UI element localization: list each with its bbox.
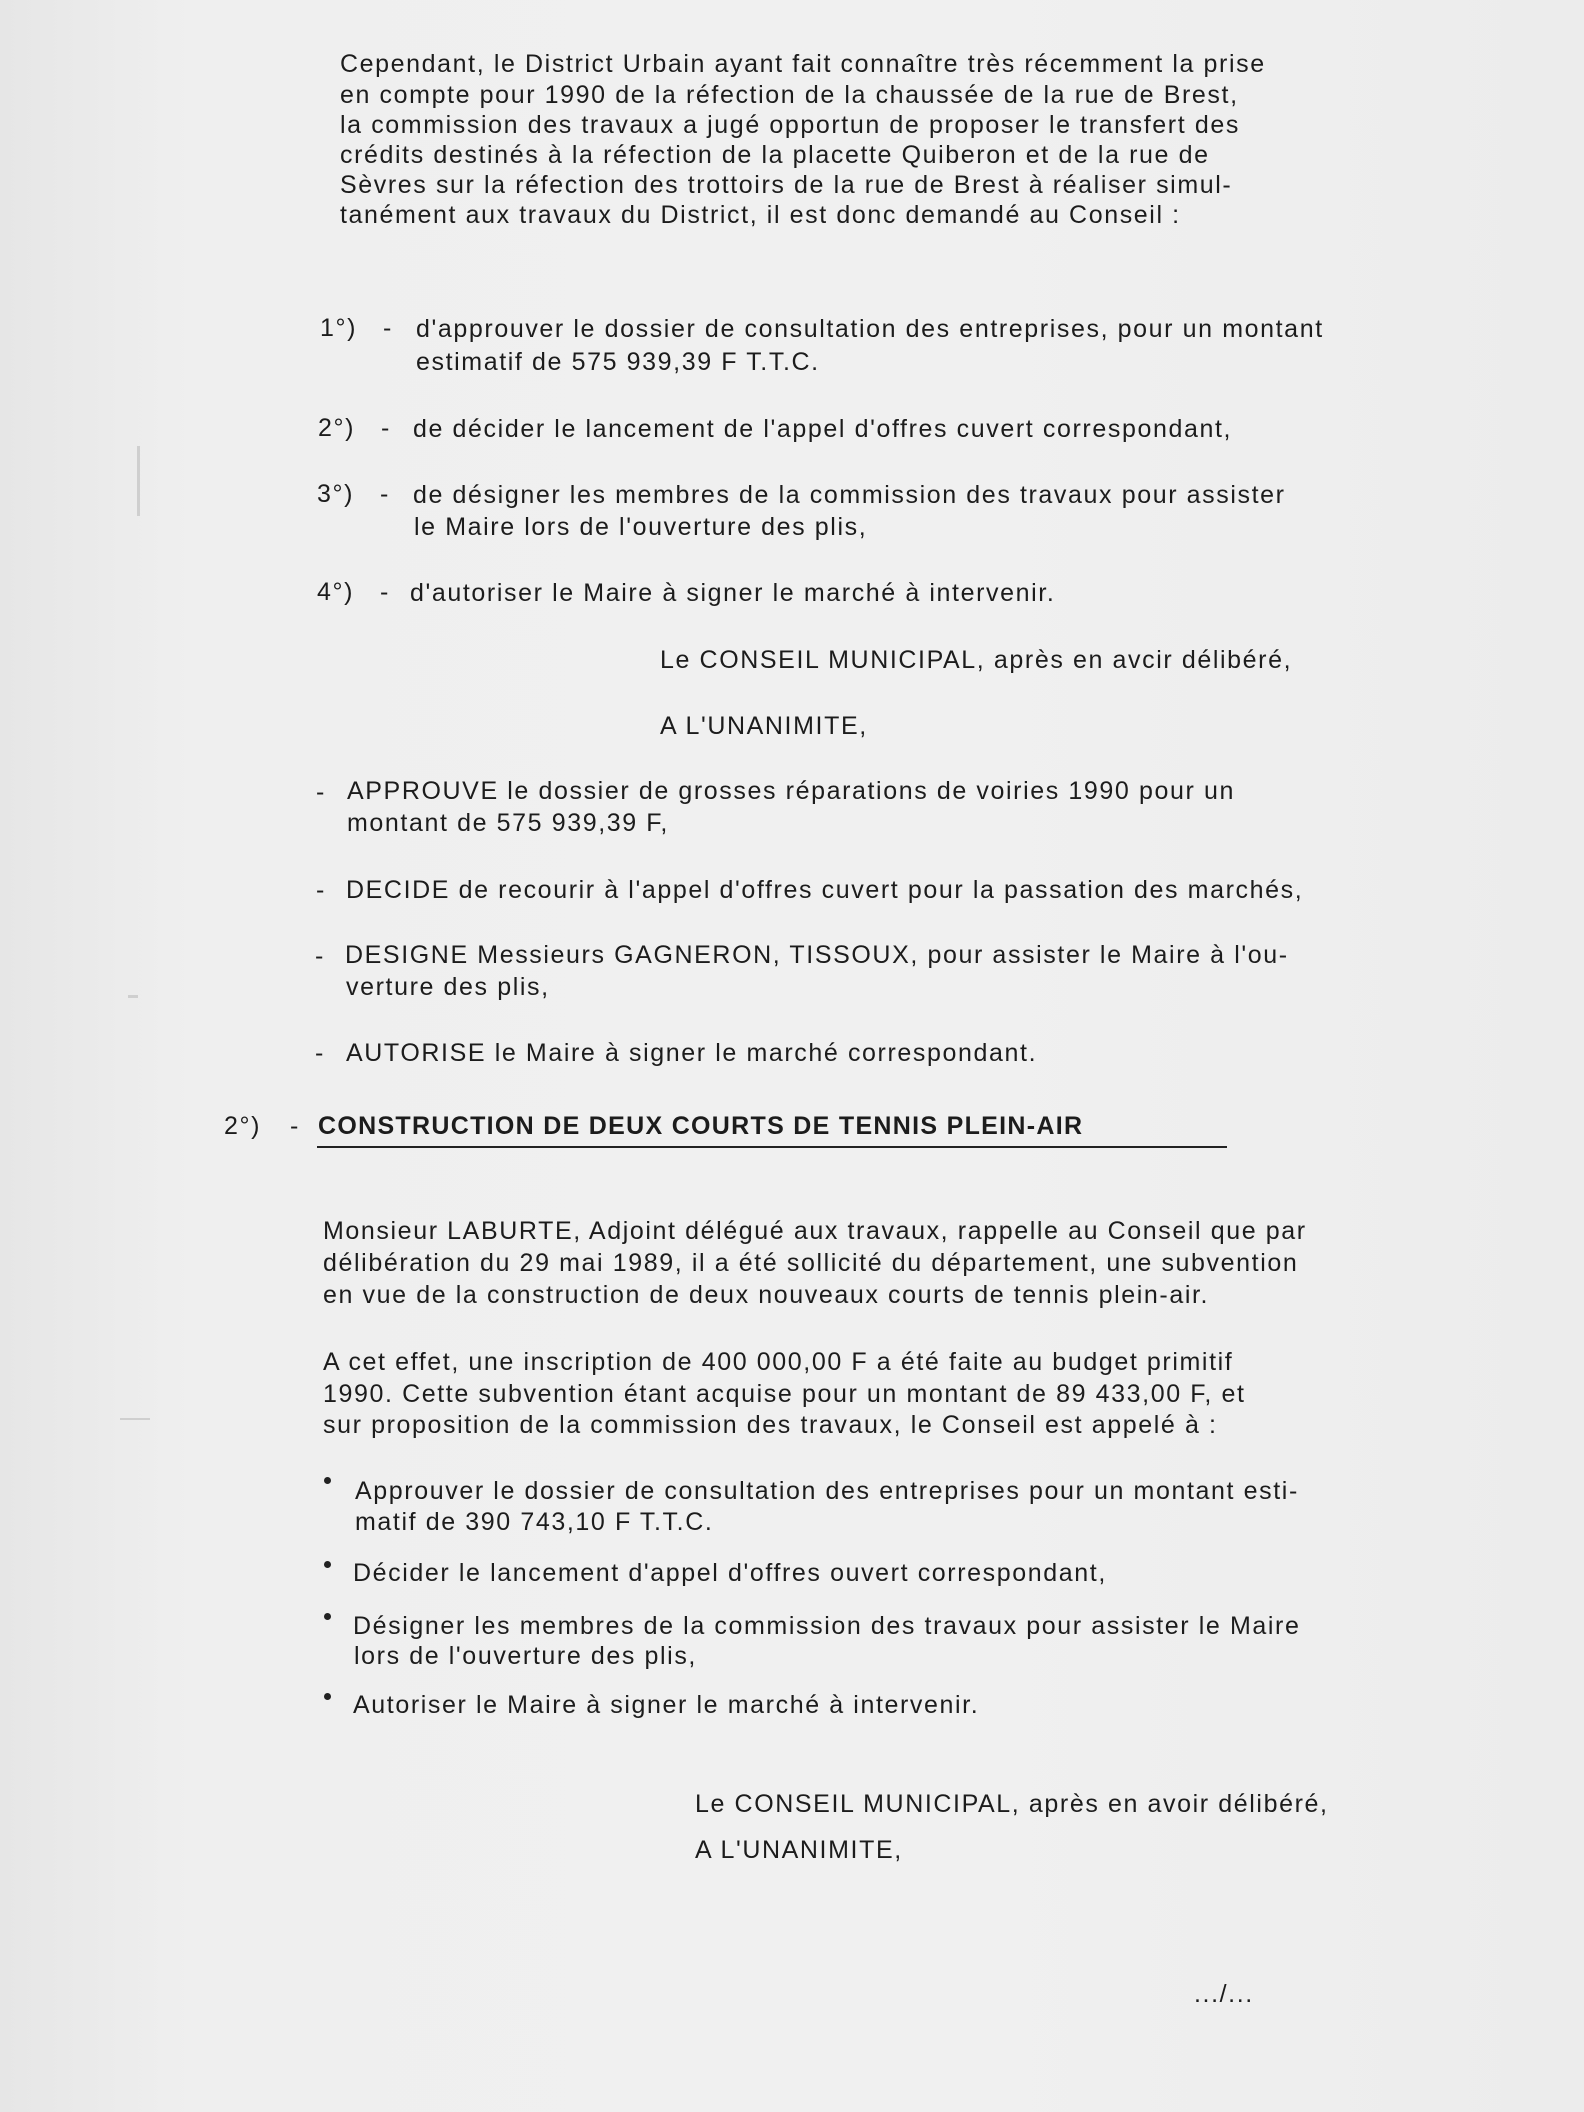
council-vote: A L'UNANIMITE,: [695, 1836, 903, 1864]
decision-text: AUTORISE le Maire à signer le marché correspondant.: [346, 1039, 1038, 1067]
request-number: 3°): [317, 480, 355, 508]
request-text: le Maire lors de l'ouverture des plis,: [414, 513, 868, 541]
section-title-underline: [317, 1146, 1227, 1148]
section-number: 2°): [224, 1112, 262, 1140]
paragraph-line: 1990. Cette subvention étant acquise pour un montant de 89 433,00 F, et: [323, 1380, 1246, 1408]
paragraph-line: en vue de la construction de deux nouveaux courts de tennis plein-air.: [323, 1281, 1210, 1309]
decision-text: verture des plis,: [346, 973, 550, 1001]
bullet-text: Décider le lancement d'appel d'offres ouvert correspondant,: [353, 1559, 1107, 1587]
paragraph-line: Monsieur LABURTE, Adjoint délégué aux travaux, rappelle au Conseil que par: [323, 1217, 1307, 1245]
list-dash: -: [380, 578, 390, 606]
intro-line: en compte pour 1990 de la réfection de la chaussée de la rue de Brest,: [340, 81, 1239, 109]
scan-mark: [120, 1418, 150, 1420]
bullet-text: Désigner les membres de la commission des travaux pour assister le Maire: [353, 1612, 1301, 1640]
council-vote: A L'UNANIMITE,: [660, 712, 868, 740]
decision-text: DECIDE de recourir à l'appel d'offres cuvert pour la passation des marchés,: [346, 876, 1304, 904]
request-text: estimatif de 575 939,39 F T.T.C.: [416, 348, 820, 376]
request-number: 2°): [318, 414, 356, 442]
decision-text: montant de 575 939,39 F,: [347, 809, 669, 837]
intro-line: crédits destinés à la réfection de la placette Quiberon et de la rue de: [340, 141, 1210, 169]
list-dash: -: [315, 942, 325, 970]
decision-text: APPROUVE le dossier de grosses réparations de voiries 1990 pour un: [347, 777, 1235, 805]
list-dash: -: [315, 1039, 325, 1067]
scan-mark: [128, 995, 138, 998]
list-dash: -: [383, 314, 393, 342]
list-dash: -: [380, 480, 390, 508]
list-dash: -: [290, 1112, 300, 1140]
paragraph-line: délibération du 29 mai 1989, il a été sollicité du département, une subvention: [323, 1249, 1299, 1277]
bullet-icon: [324, 1561, 331, 1568]
request-text: de décider le lancement de l'appel d'offres cuvert correspondant,: [413, 415, 1233, 443]
request-text: d'autoriser le Maire à signer le marché à intervenir.: [410, 579, 1056, 607]
council-deliberation: Le CONSEIL MUNICIPAL, après en avoir délibéré,: [695, 1790, 1329, 1818]
list-dash: -: [316, 876, 326, 904]
intro-line: Cependant, le District Urbain ayant fait connaître très récemment la prise: [340, 50, 1266, 78]
list-dash: -: [381, 414, 391, 442]
intro-line: Sèvres sur la réfection des trottoirs de la rue de Brest à réaliser simul-: [340, 171, 1233, 199]
request-number: 1°): [320, 314, 358, 342]
paragraph-line: sur proposition de la commission des travaux, le Conseil est appelé à :: [323, 1411, 1218, 1439]
request-number: 4°): [317, 578, 355, 606]
scan-mark: [137, 446, 140, 516]
decision-text: DESIGNE Messieurs GAGNERON, TISSOUX, pour assister le Maire à l'ou-: [345, 941, 1289, 969]
section-title: CONSTRUCTION DE DEUX COURTS DE TENNIS PLEIN-AIR: [318, 1112, 1084, 1140]
intro-line: tanément aux travaux du District, il est donc demandé au Conseil :: [340, 201, 1181, 229]
paragraph-line: A cet effet, une inscription de 400 000,00 F a été faite au budget primitif: [323, 1348, 1234, 1376]
request-text: de désigner les membres de la commission des travaux pour assister: [413, 481, 1286, 509]
council-deliberation: Le CONSEIL MUNICIPAL, après en avcir délibéré,: [660, 646, 1293, 674]
bullet-text: Approuver le dossier de consultation des entreprises pour un montant esti-: [355, 1477, 1299, 1505]
continuation-mark: .../...: [1194, 1980, 1254, 2008]
request-text: d'approuver le dossier de consultation des entreprises, pour un montant: [416, 315, 1324, 343]
bullet-icon: [324, 1613, 331, 1620]
bullet-icon: [324, 1693, 331, 1700]
bullet-text: lors de l'ouverture des plis,: [354, 1642, 697, 1670]
list-dash: -: [316, 778, 326, 806]
bullet-text: matif de 390 743,10 F T.T.C.: [355, 1508, 714, 1536]
bullet-icon: [324, 1477, 331, 1484]
bullet-text: Autoriser le Maire à signer le marché à intervenir.: [353, 1691, 980, 1719]
intro-line: la commission des travaux a jugé opportun de proposer le transfert des: [340, 111, 1240, 139]
